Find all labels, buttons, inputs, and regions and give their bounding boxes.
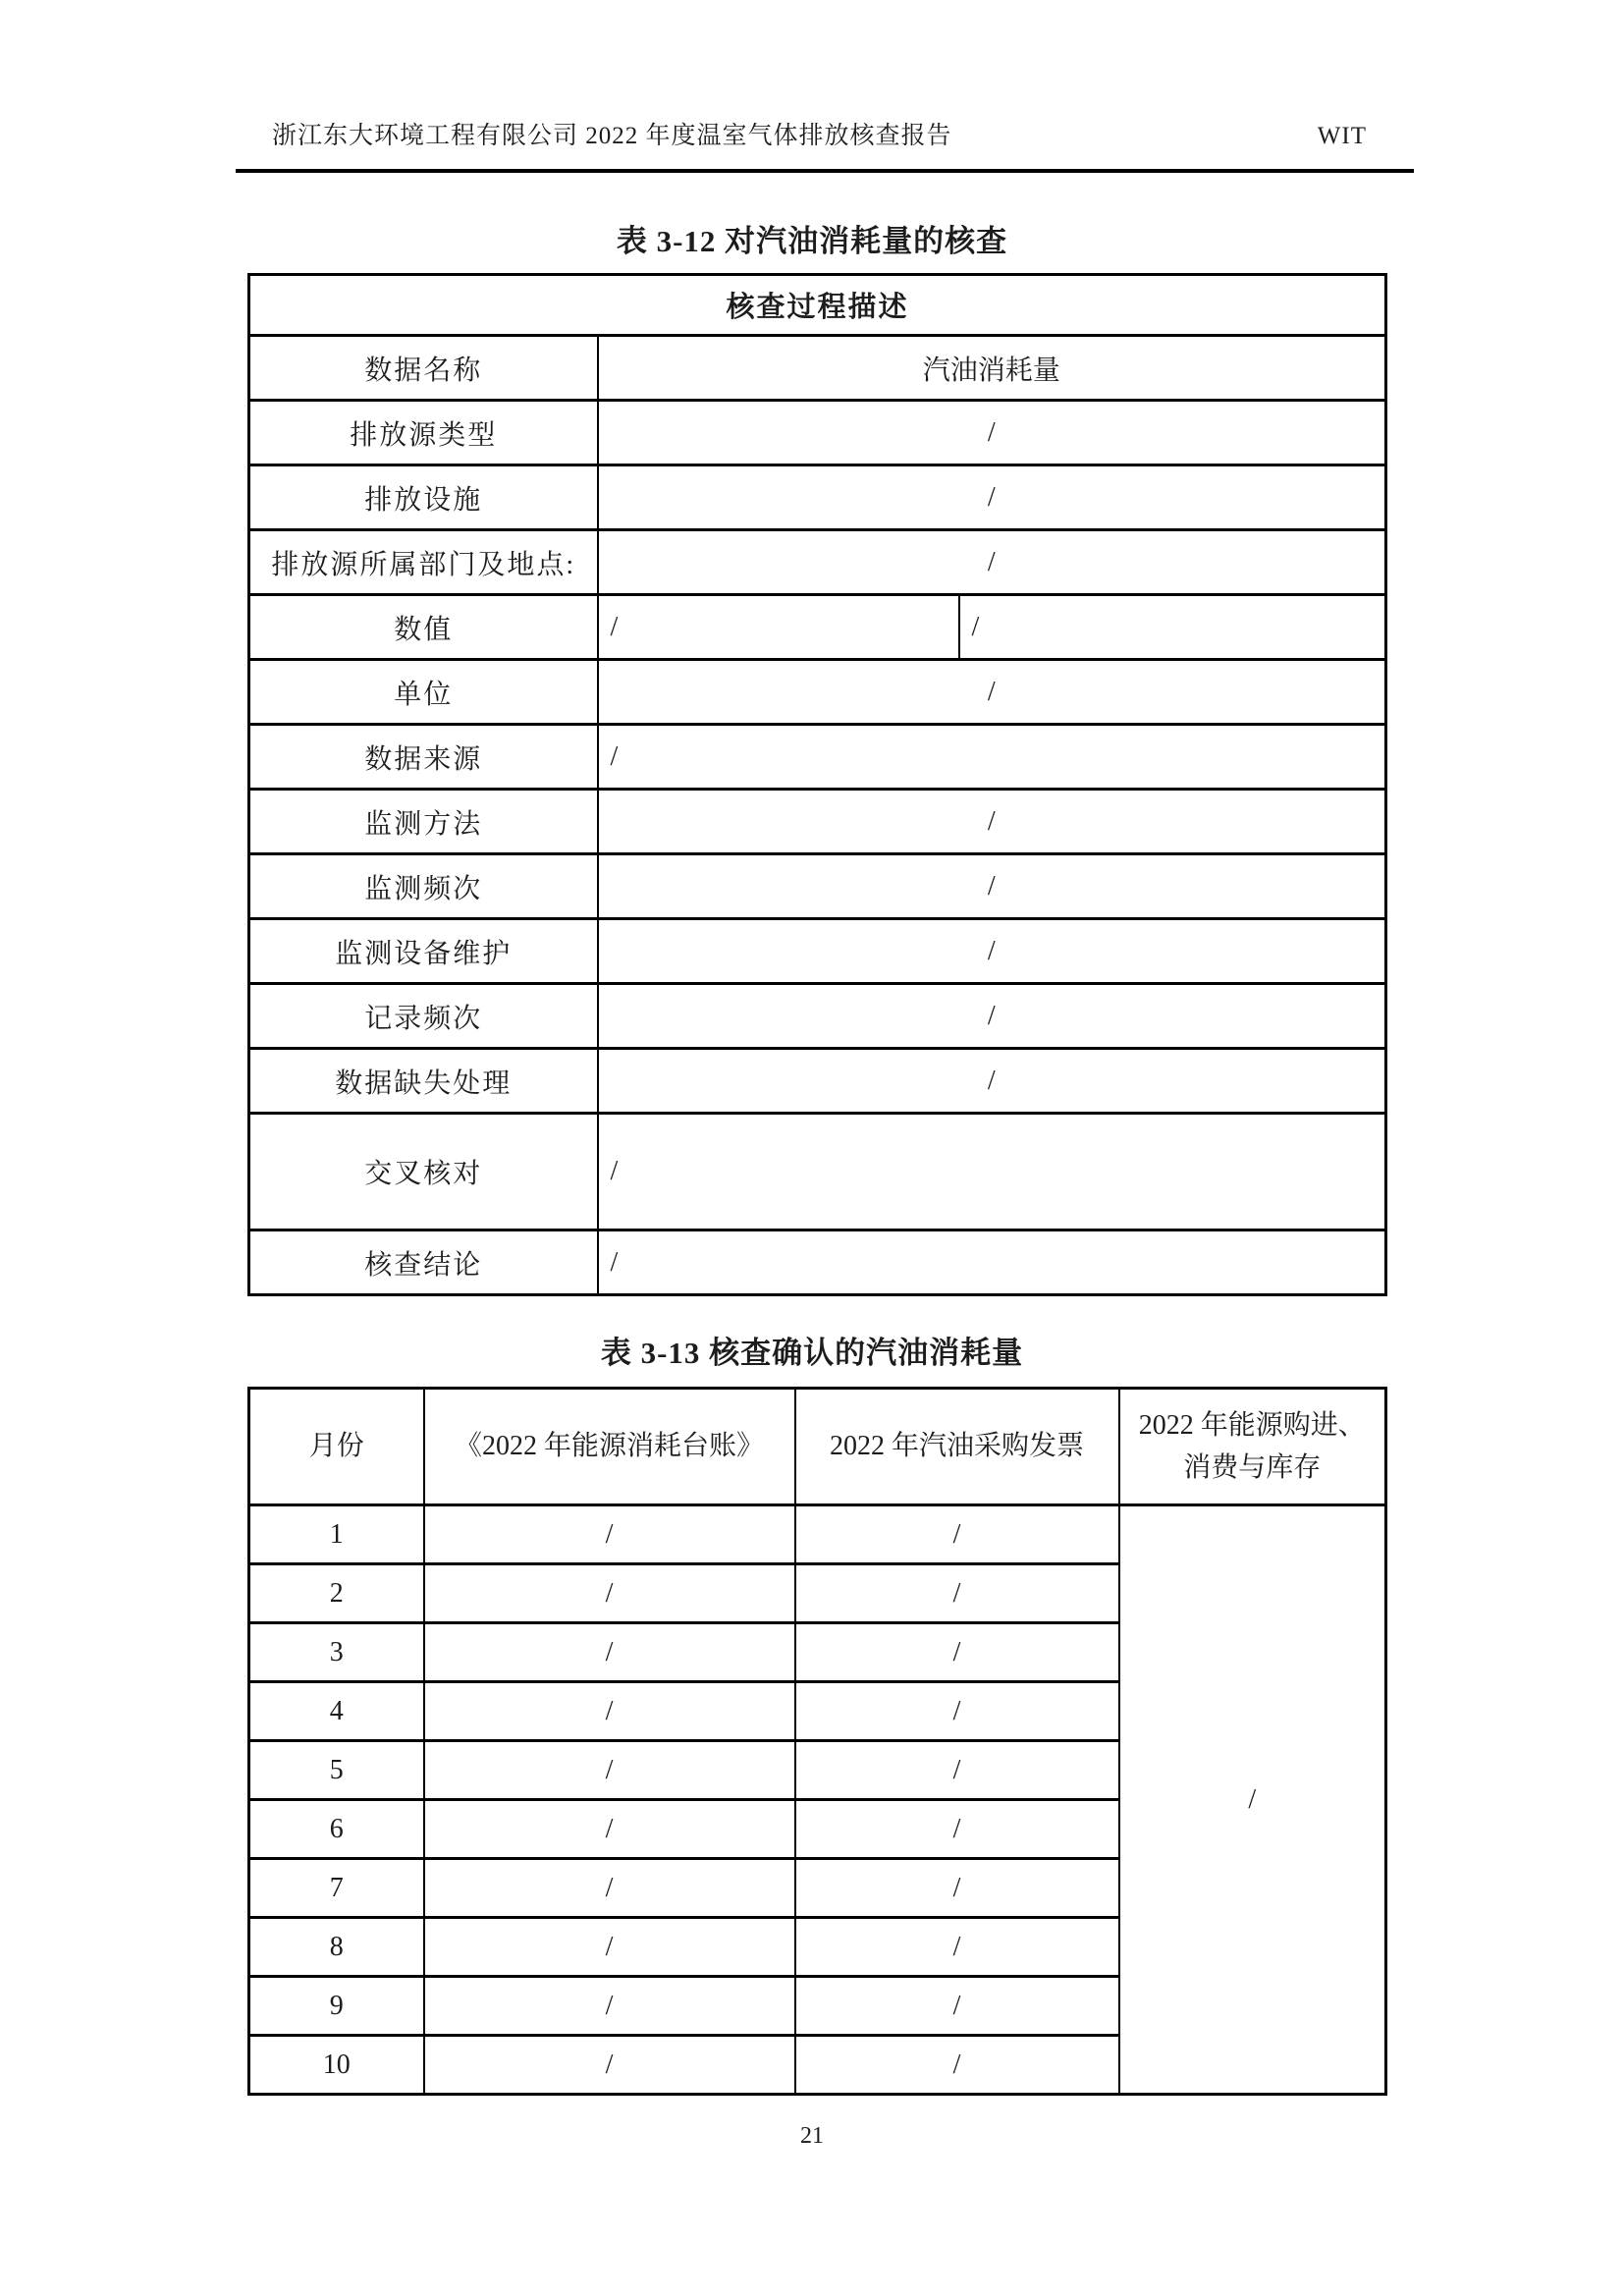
- cell-ledger: /: [424, 1564, 795, 1623]
- cell-month: 1: [249, 1505, 424, 1564]
- row-value: /: [598, 984, 1386, 1049]
- row-value: /: [598, 465, 1386, 530]
- row-label: 交叉核对: [249, 1114, 598, 1230]
- cell-month: 8: [249, 1918, 424, 1977]
- header-logo-text: WIT: [1317, 123, 1367, 149]
- confirmed-gasoline-consumption-table: [247, 1387, 1387, 2096]
- cell-invoice: /: [795, 1859, 1119, 1918]
- row-value: /: [598, 919, 1386, 984]
- row-label: 数据来源: [249, 725, 598, 790]
- table-row: [249, 1114, 1386, 1230]
- row-label: 监测设备维护: [249, 919, 598, 984]
- table-row: [249, 401, 1386, 465]
- cell-ledger: /: [424, 1977, 795, 2036]
- table-row: [249, 336, 1386, 401]
- cell-month: 10: [249, 2036, 424, 2095]
- table-row: [249, 465, 1386, 530]
- cell-month: 9: [249, 1977, 424, 2036]
- row-value: /: [598, 854, 1386, 919]
- row-label: 记录频次: [249, 984, 598, 1049]
- cell-invoice: /: [795, 1564, 1119, 1623]
- column-header-month: 月份: [249, 1389, 424, 1505]
- cell-ledger: /: [424, 1682, 795, 1741]
- row-value: /: [598, 1114, 1386, 1230]
- cell-month: 5: [249, 1741, 424, 1800]
- row-value: /: [598, 401, 1386, 465]
- row-label: 监测频次: [249, 854, 598, 919]
- cell-invoice: /: [795, 2036, 1119, 2095]
- cell-month: 2: [249, 1564, 424, 1623]
- table-row: [249, 1230, 1386, 1295]
- cell-invoice: /: [795, 1623, 1119, 1682]
- cell-month: 3: [249, 1623, 424, 1682]
- row-label: 核查结论: [249, 1230, 598, 1295]
- cell-invoice: /: [795, 1741, 1119, 1800]
- header-divider: [236, 169, 1414, 173]
- table1-title: 表 3-12 对汽油消耗量的核查: [616, 224, 1008, 258]
- column-header-purchase: [1119, 1389, 1386, 1505]
- cell-invoice: /: [795, 1505, 1119, 1564]
- row-value: /: [598, 660, 1386, 725]
- row-value: /: [598, 790, 1386, 854]
- page-number: 21: [800, 2123, 824, 2149]
- row-label: 数值: [249, 595, 598, 660]
- row-value-2: /: [959, 595, 1386, 660]
- cell-month: 7: [249, 1859, 424, 1918]
- column-header-invoice: 2022 年汽油采购发票: [795, 1389, 1119, 1505]
- row-value: /: [598, 725, 1386, 790]
- cell-ledger: /: [424, 1800, 795, 1859]
- row-value: /: [598, 595, 959, 660]
- cell-ledger: /: [424, 2036, 795, 2095]
- row-label: 单位: [249, 660, 598, 725]
- cell-purchase-merged: /: [1119, 1505, 1386, 2095]
- table-row: [249, 984, 1386, 1049]
- cell-ledger: /: [424, 1918, 795, 1977]
- table-row: [249, 725, 1386, 790]
- row-value: /: [598, 530, 1386, 595]
- row-value: 汽油消耗量: [598, 336, 1386, 401]
- table-row: [249, 530, 1386, 595]
- cell-invoice: /: [795, 1918, 1119, 1977]
- table1-header-cell: 核查过程描述: [249, 275, 1386, 336]
- row-label: 排放源类型: [249, 401, 598, 465]
- row-label: 监测方法: [249, 790, 598, 854]
- row-label: 数据缺失处理: [249, 1049, 598, 1114]
- cell-invoice: /: [795, 1682, 1119, 1741]
- table-row: [249, 595, 1386, 660]
- cell-ledger: /: [424, 1859, 795, 1918]
- cell-ledger: /: [424, 1741, 795, 1800]
- table-row: [249, 790, 1386, 854]
- cell-invoice: /: [795, 1977, 1119, 2036]
- cell-invoice: /: [795, 1800, 1119, 1859]
- column-header-ledger: 《2022 年能源消耗台账》: [424, 1389, 795, 1505]
- cell-ledger: /: [424, 1505, 795, 1564]
- table-row: [249, 660, 1386, 725]
- cell-month: 4: [249, 1682, 424, 1741]
- column-header-purchase-line2: 消费与库存: [1183, 1452, 1322, 1483]
- document-header: [272, 116, 1367, 151]
- row-value: /: [598, 1230, 1386, 1295]
- row-label: 数据名称: [249, 336, 598, 401]
- gasoline-verification-table: [247, 273, 1387, 1296]
- table-row: [249, 275, 1386, 336]
- table-header-row: [249, 1389, 1386, 1505]
- table-row: [249, 1049, 1386, 1114]
- row-label: 排放设施: [249, 465, 598, 530]
- table-row: [249, 1505, 1386, 1564]
- row-value: /: [598, 1049, 1386, 1114]
- table-row: [249, 919, 1386, 984]
- header-report-title: 浙江东大环境工程有限公司 2022 年度温室气体排放核查报告: [272, 123, 952, 149]
- cell-ledger: /: [424, 1623, 795, 1682]
- row-label: 排放源所属部门及地点:: [249, 530, 598, 595]
- column-header-purchase-line1: 2022 年能源购进、: [1138, 1409, 1366, 1441]
- cell-month: 6: [249, 1800, 424, 1859]
- table2-title: 表 3-13 核查确认的汽油消耗量: [600, 1336, 1024, 1370]
- table-row: [249, 854, 1386, 919]
